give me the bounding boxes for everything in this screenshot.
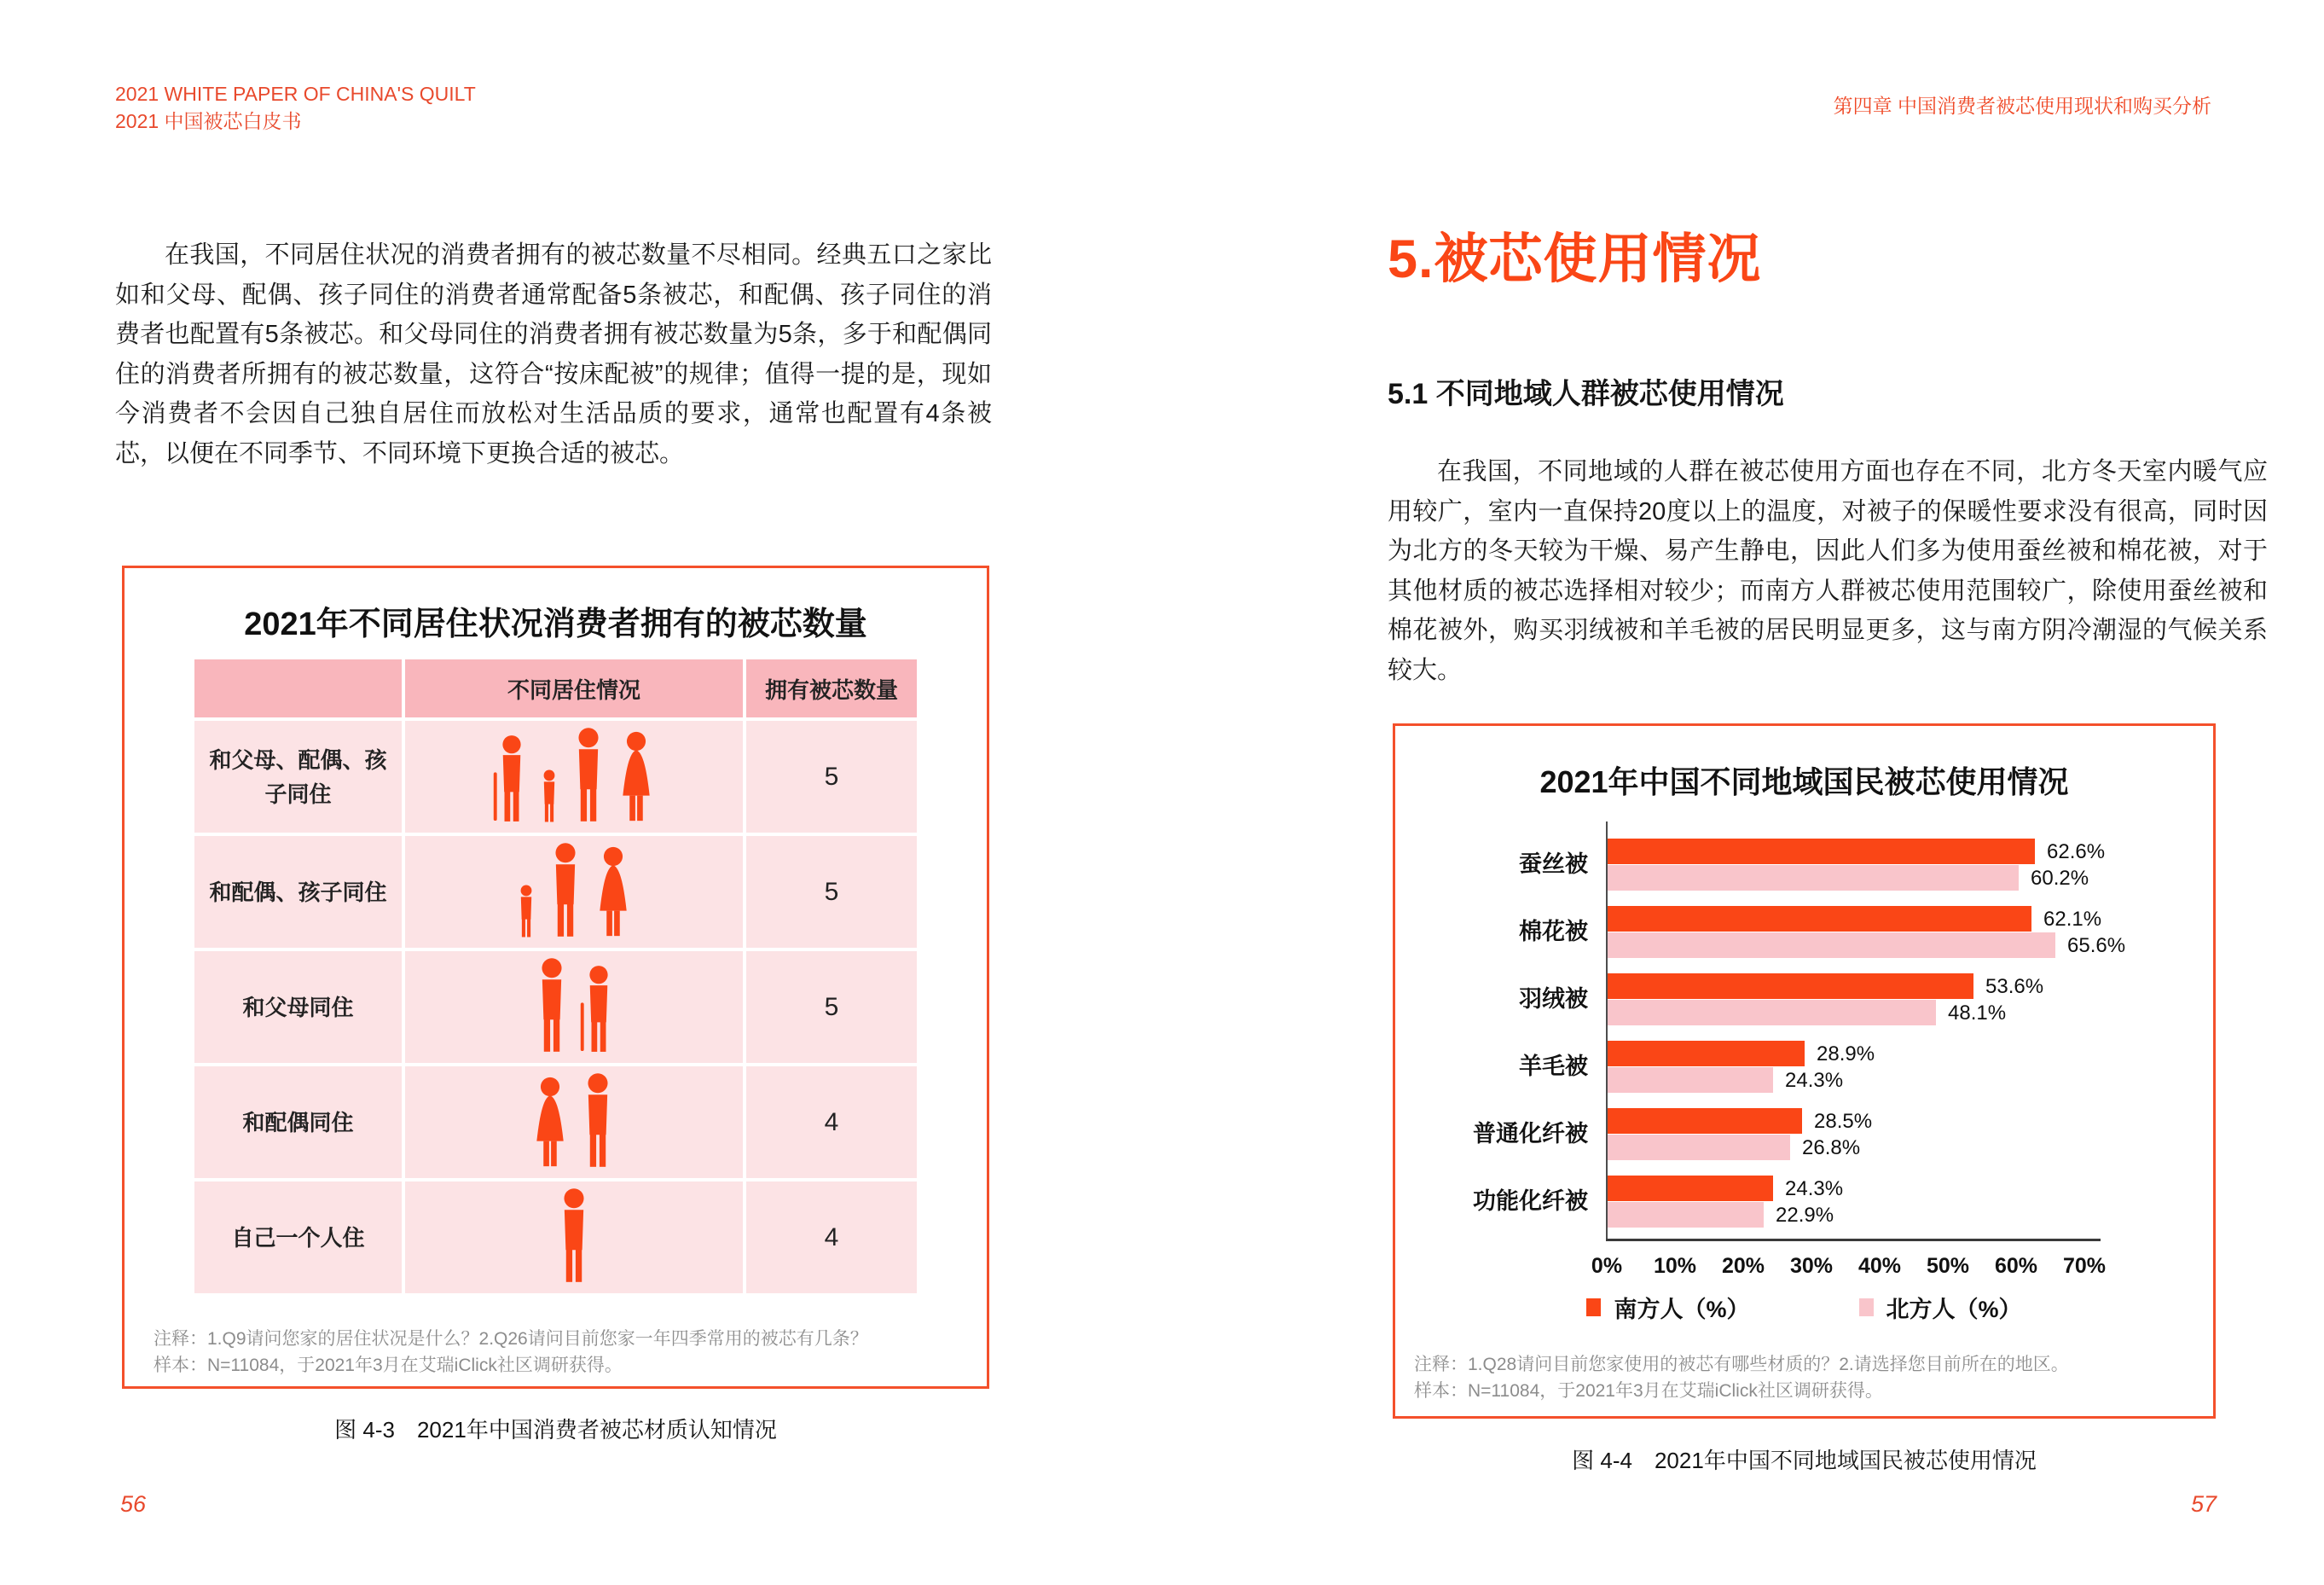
bar-value-label: 24.3% <box>1785 1069 1844 1092</box>
chart-x-axis-line <box>1606 1239 2101 1241</box>
figure-4-4-note-1: 注释：1.Q28请问目前您家使用的被芯有哪些材质的？2.请选择您目前所在的地区。 <box>1414 1355 2069 1374</box>
section-5-1-title: 5.1 不同地域人群被芯使用情况 <box>1388 378 1784 410</box>
chart-category-label: 蚕丝被 <box>1519 851 1588 877</box>
chart-category-label: 棉花被 <box>1519 919 1588 944</box>
bar-north-羽绒被 <box>1608 1000 1936 1025</box>
person-elder-icon <box>579 965 618 1053</box>
family-parents-spouse-child-icon <box>405 721 743 833</box>
quilt-count-cell <box>746 721 917 833</box>
section-5-title: 5.被芯使用情况 <box>1388 229 1762 289</box>
white-paper-title-en: 2021 WHITE PAPER OF CHINA'S QUILT <box>115 83 476 105</box>
bar-south-羽绒被 <box>1608 973 1973 999</box>
person-child-icon <box>537 769 561 822</box>
x-tick-label: 0% <box>1591 1254 1623 1278</box>
x-tick-label: 30% <box>1789 1254 1834 1278</box>
quilt-count-value: 5 <box>824 877 839 906</box>
person-elder-icon <box>492 734 531 822</box>
table-row-1 <box>194 721 917 833</box>
legend-swatch-icon <box>1586 1298 1601 1316</box>
family-parents-icon <box>405 951 743 1063</box>
person-man-icon <box>553 1187 595 1283</box>
right-page-header: 第四章 中国消费者被芯使用现状和购买分析 <box>1833 95 2211 117</box>
living-situation-label: 和配偶同住 <box>242 1109 354 1135</box>
bar-value-label: 48.1% <box>1948 1002 2007 1025</box>
bar-south-蚕丝被 <box>1608 839 2035 864</box>
living-situation-cell <box>194 721 402 833</box>
quilt-count-value: 4 <box>824 1222 839 1251</box>
figure-4-4-caption: 图 4-4 2021年中国不同地域国民被芯使用情况 <box>1572 1448 2037 1473</box>
living-situation-label: 和父母同住 <box>242 994 354 1020</box>
table-header-living: 不同居住情况 <box>405 659 743 717</box>
bar-south-棉花被 <box>1608 906 2031 932</box>
bar-south-普通化纤被 <box>1608 1108 1802 1134</box>
chart-category-label: 功能化纤被 <box>1473 1188 1588 1214</box>
chart-category-label: 羊毛被 <box>1519 1054 1588 1079</box>
figure-4-3-box <box>122 566 989 1389</box>
bar-value-label: 65.6% <box>2067 934 2126 957</box>
table-row-3 <box>194 951 917 1063</box>
family-spouse-child-icon <box>405 836 743 948</box>
bar-south-羊毛被 <box>1608 1041 1805 1066</box>
figure-4-3-note-1: 注释：1.Q9请问您家的居住状况是什么？2.Q26请问目前您家一年四季常用的被芯有几条？ <box>154 1329 868 1349</box>
x-tick-label: 50% <box>1926 1254 1970 1278</box>
person-man-icon <box>544 842 587 938</box>
x-tick-label: 40% <box>1857 1254 1902 1278</box>
figure-4-3-title: 2021年不同居住状况消费者拥有的被芯数量 <box>244 607 867 642</box>
person-woman-icon <box>530 1077 571 1168</box>
figure-4-4-notes <box>1414 1351 2069 1404</box>
living-situation-cell <box>194 951 402 1063</box>
table-header-empty <box>194 659 402 717</box>
chart-category-label: 羽绒被 <box>1519 986 1588 1012</box>
living-situation-cell <box>194 1181 402 1293</box>
quilt-count-cell <box>746 836 917 948</box>
legend-label: 南方人（%） <box>1614 1297 1750 1322</box>
figure-4-3-note-2: 样本：N=11084，于2021年3月在艾瑞iClick社区调研获得。 <box>154 1356 623 1375</box>
living-situation-label: 自己一个人住 <box>231 1224 365 1251</box>
bar-value-label: 24.3% <box>1785 1177 1844 1200</box>
left-body-paragraph <box>115 235 992 473</box>
single-person-icon <box>405 1181 743 1293</box>
chart-title: 2021年中国不同地域国民被芯使用情况 <box>1539 764 2069 799</box>
family-spouse-icon <box>405 1066 743 1178</box>
bar-value-label: 26.8% <box>1802 1136 1861 1159</box>
table-header-row <box>194 659 917 717</box>
living-situation-table <box>194 659 917 1293</box>
page-number-57: 57 <box>2190 1491 2217 1517</box>
page-number-56: 56 <box>120 1491 147 1517</box>
quilt-count-value: 5 <box>824 762 839 791</box>
figure-4-4-note-2: 样本：N=11084，于2021年3月在艾瑞iClick社区调研获得。 <box>1414 1381 1883 1401</box>
chart-category-label: 普通化纤被 <box>1473 1121 1588 1147</box>
table-row-2 <box>194 836 917 948</box>
x-tick-label: 10% <box>1653 1254 1697 1278</box>
figure-4-4-box <box>1393 723 2216 1419</box>
table-row-5 <box>194 1181 917 1293</box>
bar-south-功能化纤被 <box>1608 1176 1773 1201</box>
white-paper-title-cn: 2021 中国被芯白皮书 <box>115 110 302 132</box>
quilt-count-cell <box>746 951 917 1063</box>
x-tick-label: 70% <box>2062 1254 2107 1278</box>
bar-value-label: 28.5% <box>1814 1110 1873 1133</box>
person-child-icon <box>514 885 538 938</box>
bar-north-蚕丝被 <box>1608 865 2019 891</box>
chart-legend <box>1395 1291 2213 1324</box>
quilt-count-value: 4 <box>824 1107 839 1136</box>
legend-item-south <box>1586 1291 1749 1324</box>
person-woman-icon <box>616 731 657 822</box>
legend-swatch-icon <box>1859 1298 1874 1316</box>
right-paragraph-text: 在我国，不同地域的人群在被芯使用方面也存在不同，北方冬天室内暖气应用较广，室内一直保持20度以上的温度，对被子的保暖性要求没有很高，同时因为北方的冬天较为干燥、易产生静电，因此人们多为使用蚕丝被和棉花被，对于其他材质的被芯选择相对较少；而南方人群被芯使用范围较广，除使用蚕丝被和棉花被外，购买羽绒被和羊毛被的居民明显更多，这与南方阴冷潮湿的气候关系较大。 <box>1388 458 2268 684</box>
left-page-header <box>115 80 476 135</box>
figure-4-3-notes <box>154 1326 987 1379</box>
living-situation-cell <box>194 1066 402 1178</box>
figure-4-3-caption: 图 4-3 2021年中国消费者被芯材质认知情况 <box>334 1417 777 1443</box>
quilt-count-cell <box>746 1066 917 1178</box>
bar-value-label: 28.9% <box>1817 1042 1875 1065</box>
bar-north-普通化纤被 <box>1608 1135 1790 1160</box>
x-tick-label: 20% <box>1721 1254 1765 1278</box>
bar-north-棉花被 <box>1608 932 2055 958</box>
x-tick-label: 60% <box>1994 1254 2038 1278</box>
table-header-count: 拥有被芯数量 <box>746 659 917 717</box>
living-situation-label: 和父母、配偶、孩子同住 <box>209 746 387 807</box>
bar-value-label: 62.1% <box>2043 908 2102 931</box>
legend-item-north <box>1859 1291 2022 1324</box>
bar-value-label: 53.6% <box>1985 975 2044 998</box>
right-body-paragraph <box>1388 452 2268 690</box>
table-row-4 <box>194 1066 917 1178</box>
person-woman-icon <box>593 846 634 938</box>
bar-value-label: 62.6% <box>2047 840 2106 863</box>
bar-north-功能化纤被 <box>1608 1202 1764 1228</box>
region-usage-bar-chart <box>1395 726 2213 1416</box>
bar-value-label: 60.2% <box>2031 867 2089 890</box>
living-situation-cell <box>194 836 402 948</box>
person-man-icon <box>530 957 573 1053</box>
person-man-icon <box>567 727 610 822</box>
person-man-icon <box>577 1072 619 1168</box>
bar-value-label: 22.9% <box>1776 1204 1834 1227</box>
quilt-count-value: 5 <box>824 992 839 1021</box>
living-situation-label: 和配偶、孩子同住 <box>209 879 387 905</box>
quilt-count-cell <box>746 1181 917 1293</box>
legend-label: 北方人（%） <box>1886 1297 2022 1322</box>
left-paragraph-text: 在我国，不同居住状况的消费者拥有的被芯数量不尽相同。经典五口之家比如和父母、配偶、孩子同住的消费者通常配备5条被芯，和配偶、孩子同住的消费者也配置有5条被芯。和父母同住的消费者拥有被芯数量为5条，多于和配偶同住的消费者所拥有的被芯数量，这符合“按床配被”的规律；值得一提的是，现如今消费者不会因自己独自居住而放松对生活品质的要求，通常也配置有4条被芯，以便在不同季节、不同环境下更换合适的被芯。 <box>115 241 992 467</box>
bar-north-羊毛被 <box>1608 1067 1773 1093</box>
